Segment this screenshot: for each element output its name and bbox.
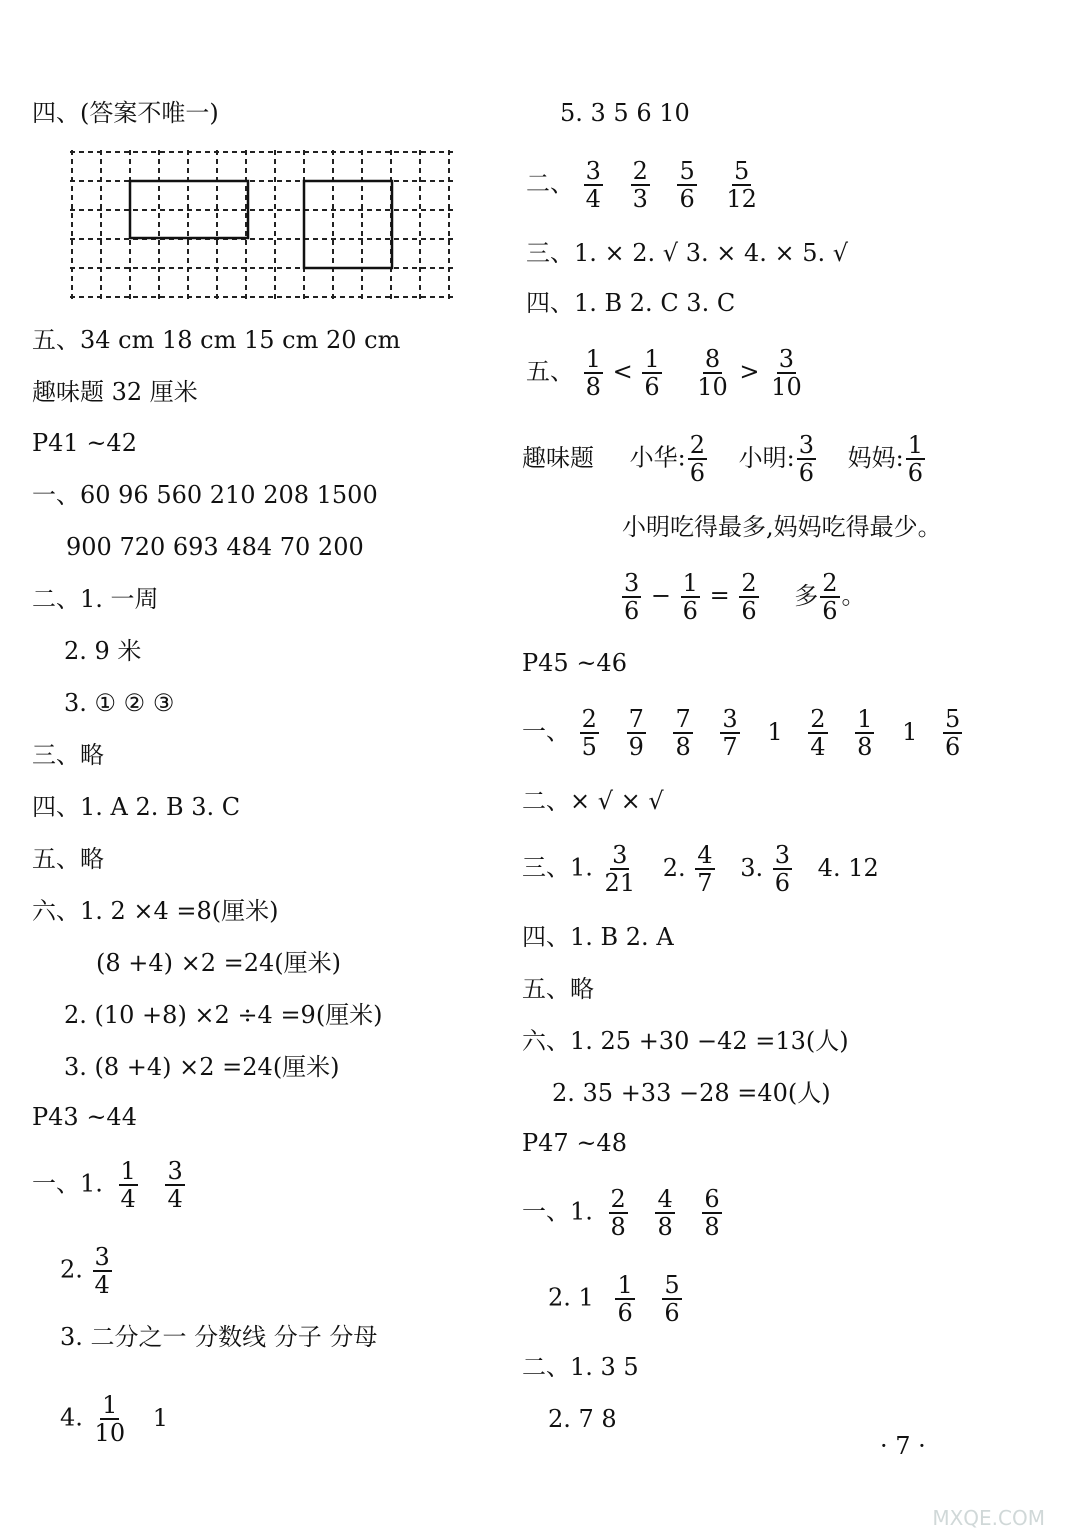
l2b: 2. 9 米 <box>64 637 142 665</box>
l6c: 2. (10 +8) ×2 ÷4 =9(厘米) <box>64 1001 383 1029</box>
fun-line: 趣味题 小华: $\frac{2}{6}$ 小明: $\frac{3}{6}$ 妈妈: $\frac{1}{6}$ <box>522 431 924 487</box>
page-range-43: P43 ~44 <box>32 1103 137 1131</box>
page-number: · 7 · <box>880 1432 926 1460</box>
q5-line: 五、34 cm 18 cm 15 cm 20 cm <box>32 326 401 354</box>
l5: 五、略 <box>32 845 104 873</box>
l2a: 二、1. 一周 <box>32 585 159 613</box>
c3: 二、1. 3 5 <box>522 1353 639 1381</box>
l2c: 3. ① ② ③ <box>64 689 175 717</box>
watermark: MXQE.COM <box>932 1506 1045 1530</box>
l6a: 六、1. 2 ×4 =8(厘米) <box>32 897 279 925</box>
grid-answer-figure <box>70 150 456 302</box>
l6b: (8 +4) ×2 =24(厘米) <box>96 949 342 977</box>
a1-line: 一、1. $\frac{1}{4}$ $\frac{3}{4}$ <box>32 1157 183 1213</box>
r1-line: 二、 $\frac{3}{4}$ $\frac{2}{3}$ $\frac{5}{6}$ $\frac{5}{12}$ <box>526 157 757 213</box>
c4: 2. 7 8 <box>548 1405 617 1433</box>
l4: 四、1. A 2. B 3. C <box>32 793 241 821</box>
l1a: 一、60 96 560 210 208 1500 <box>32 481 378 509</box>
fun-equation: $\frac{3}{6}$ − $\frac{1}{6}$ = $\frac{2}{6}$ 多 $\frac{2}{6}$ 。 <box>624 569 866 625</box>
fun-line-2: 小明吃得最多,妈妈吃得最少。 <box>622 513 942 541</box>
rectangle-b <box>304 181 392 268</box>
b3-line: 三、1. $\frac{3}{21}$ 2. $\frac{4}{7}$ 3. $\frac{3}{6}$ 4. 12 <box>522 841 879 897</box>
a4-line: 4. $\frac{1}{10}$ 1 <box>60 1391 169 1447</box>
c1-line: 一、1. $\frac{2}{8}$ $\frac{4}{8}$ $\frac{6}{8}$ <box>522 1185 720 1241</box>
b1-line: 一、 $\frac{2}{5}$ $\frac{7}{9}$ $\frac{7}{8}$ $\frac{3}{7}$ 1 $\frac{2}{4}$ $\frac{1}{8}$ 1 $\frac{5}{6}$ <box>522 705 961 761</box>
b4: 四、1. B 2. A <box>522 923 674 951</box>
r3: 四、1. B 2. C 3. C <box>526 289 736 317</box>
b6b: 2. 35 +33 −28 =40(人) <box>552 1079 831 1107</box>
l3: 三、略 <box>32 741 104 769</box>
r0: 5. 3 5 6 10 <box>560 99 690 127</box>
q4-title: 四、(答案不唯一) <box>32 99 219 127</box>
a2-line: 2. $\frac{3}{4}$ <box>60 1243 110 1299</box>
page-range-47: P47 ~48 <box>522 1129 627 1157</box>
b2: 二、× √ × √ <box>522 787 664 815</box>
r4-line: 五、 $\frac{1}{8}$ < $\frac{1}{6}$ $\frac{8}{10}$ > $\frac{3}{10}$ <box>526 345 802 401</box>
b6a: 六、1. 25 +30 −42 =13(人) <box>522 1027 849 1055</box>
l6d: 3. (8 +4) ×2 =24(厘米) <box>64 1053 340 1081</box>
l1b: 900 720 693 484 70 200 <box>66 533 364 561</box>
fun-question: 趣味题 32 厘米 <box>32 378 198 406</box>
r2: 三、1. × 2. √ 3. × 4. × 5. √ <box>526 239 849 267</box>
dashed-grid <box>70 150 454 300</box>
page-range-41: P41 ~42 <box>32 429 137 457</box>
a3-line: 3. 二分之一 分数线 分子 分母 <box>60 1323 378 1351</box>
c2-line: 2. 1 $\frac{1}{6}$ $\frac{5}{6}$ <box>548 1271 680 1327</box>
b5: 五、略 <box>522 975 594 1003</box>
page-range-45: P45 ~46 <box>522 649 627 677</box>
